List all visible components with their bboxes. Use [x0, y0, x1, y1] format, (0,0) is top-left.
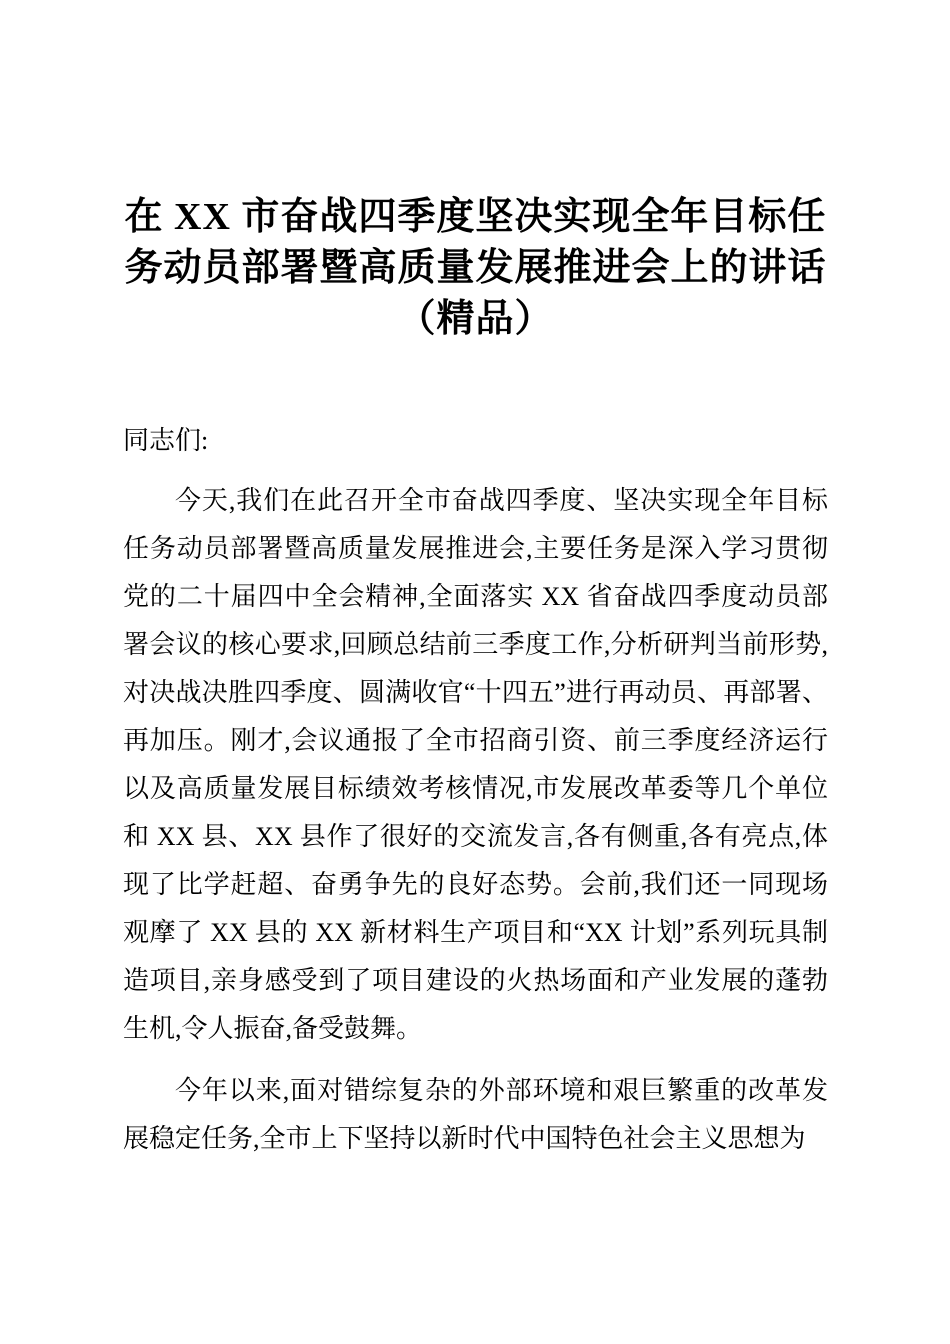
document-title: 在 XX 市奋战四季度坚决实现全年目标任务动员部署暨高质量发展推进会上的讲话（精品）: [124, 196, 827, 340]
salutation-line: 同志们:: [123, 426, 209, 455]
document-body: [123, 417, 828, 1163]
body-paragraph-1: 今天,我们在此召开全市奋战四季度、坚决实现全年目标任务动员部署暨高质量发展推进会,主要任务是深入学习贯彻党的二十届四中全会精神,全面落实 XX 省奋战四季度动员部署会议的核心要求,回顾总结前三季度工作,分析研判当前形势,对决战决胜四季度、圆满收官“十四五”进行再动员、再部署、再加压。刚才,会议通报了全市招商引资、前三季度经济运行以及高质量发展目标绩效考核情况,市发展改革委等几个单位和 XX 县、XX 县作了很好的交流发言,各有侧重,各有亮点,体现了比学赶超、奋勇争先的良好态势。会前,我们还一同现场观摩了 XX 县的 XX 新材料生产项目和“XX 计划”系列玩具制造项目,亲身感受到了项目建设的火热场面和产业发展的蓬勃生机,令人振奋,备受鼓舞。: [123, 486, 828, 1043]
body-paragraph-2: 今年以来,面对错综复杂的外部环境和艰巨繁重的改革发展稳定任务,全市上下坚持以新时代中国特色社会主义思想为: [123, 1076, 828, 1153]
